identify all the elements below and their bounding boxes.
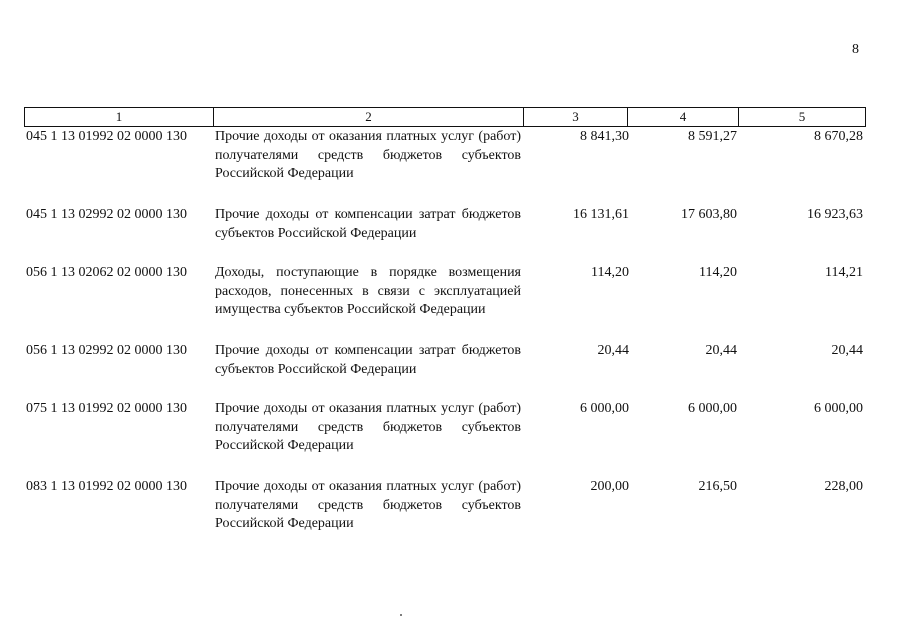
row-description: Прочие доходы от компенсации затрат бюджетов субъектов Российской Федерации	[215, 207, 521, 241]
value-col-4: 216,50	[698, 479, 737, 494]
budget-code: 083 1 13 01992 02 0000 130	[26, 479, 187, 494]
column-header-4: 4	[628, 108, 739, 127]
value-col-4: 20,44	[705, 343, 737, 358]
table-row	[24, 128, 866, 188]
value-col-4: 6 000,00	[688, 401, 737, 416]
value-col-5: 16 923,63	[807, 207, 863, 222]
value-col-3: 114,20	[591, 265, 629, 280]
budget-code: 075 1 13 01992 02 0000 130	[26, 401, 187, 416]
column-header-3: 3	[524, 108, 628, 127]
value-col-3: 6 000,00	[580, 401, 629, 416]
page-number: 8	[852, 42, 859, 57]
budget-code: 056 1 13 02992 02 0000 130	[26, 343, 187, 358]
table-row	[24, 478, 866, 538]
table-row	[24, 342, 866, 402]
row-description: Доходы, поступающие в порядке возмещения расходов, понесенных в связи с эксплуатацией имущества субъектов Российской Федерации	[215, 265, 521, 317]
scan-speck	[400, 614, 402, 616]
value-col-4: 114,20	[699, 265, 737, 280]
value-col-5: 20,44	[831, 343, 863, 358]
column-header-row	[25, 108, 866, 127]
budget-code: 045 1 13 02992 02 0000 130	[26, 207, 187, 222]
row-description: Прочие доходы от компенсации затрат бюджетов субъектов Российской Федерации	[215, 343, 521, 377]
column-header-table	[24, 107, 866, 127]
value-col-5: 8 670,28	[814, 129, 863, 144]
table-row	[24, 206, 866, 266]
budget-code: 056 1 13 02062 02 0000 130	[26, 265, 187, 280]
value-col-4: 8 591,27	[688, 129, 737, 144]
value-col-3: 16 131,61	[573, 207, 629, 222]
value-col-5: 228,00	[824, 479, 863, 494]
value-col-4: 17 603,80	[681, 207, 737, 222]
value-col-3: 8 841,30	[580, 129, 629, 144]
value-col-5: 6 000,00	[814, 401, 863, 416]
column-header-5: 5	[739, 108, 866, 127]
row-description: Прочие доходы от оказания платных услуг (работ) получателями средств бюджетов субъектов Российской Федерации	[215, 401, 521, 453]
value-col-3: 20,44	[597, 343, 629, 358]
table-row	[24, 400, 866, 460]
row-description: Прочие доходы от оказания платных услуг (работ) получателями средств бюджетов субъектов Российской Федерации	[215, 479, 521, 531]
row-description: Прочие доходы от оказания платных услуг (работ) получателями средств бюджетов субъектов Российской Федерации	[215, 129, 521, 181]
column-header-1: 1	[25, 108, 214, 127]
budget-code: 045 1 13 01992 02 0000 130	[26, 129, 187, 144]
value-col-5: 114,21	[825, 265, 863, 280]
value-col-3: 200,00	[590, 479, 629, 494]
table-row	[24, 264, 866, 324]
column-header-2: 2	[214, 108, 524, 127]
